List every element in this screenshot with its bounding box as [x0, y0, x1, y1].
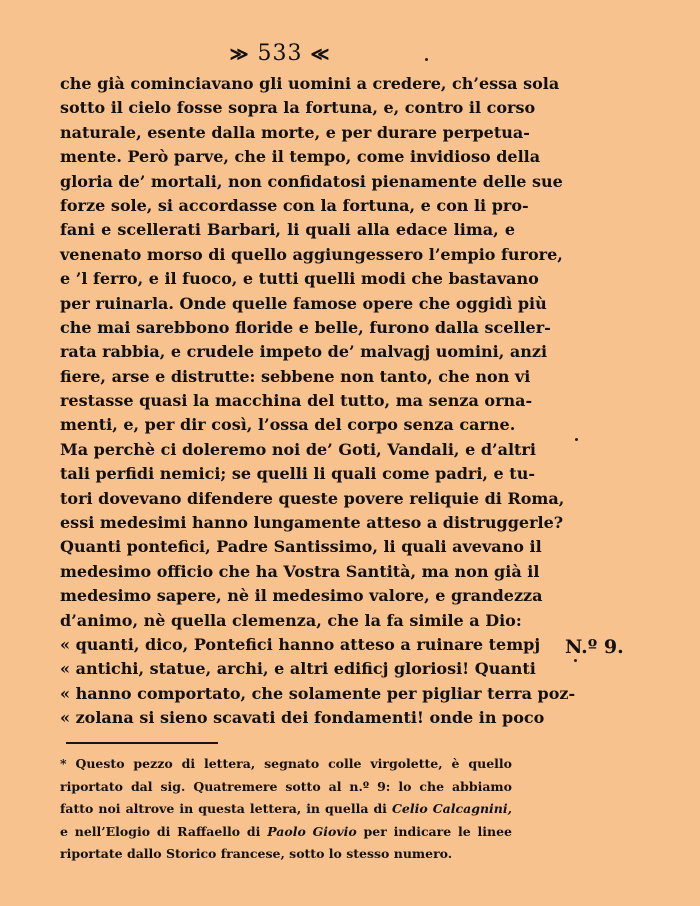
footnote-line: * Questo pezzo di lettera, segnato colle virgolette, è quello — [60, 756, 512, 771]
body-line: gloria de’ mortali, non confidatosi pienamente delle sue — [60, 171, 563, 191]
body-line: essi medesimi hanno lungamente atteso a distruggerle? — [60, 513, 564, 533]
body-line: naturale, esente dalla morte, e per durare perpetua- — [60, 122, 530, 142]
body-line: « zolana si sieno scavati dei fondamenti! onde in poco — [60, 708, 545, 728]
footnote — [60, 753, 512, 866]
footnote-text: e nell’Elogio di Raffaello di — [60, 823, 268, 839]
body-line: che già cominciavano gli uomini a credere, ch’essa sola — [60, 74, 560, 93]
body-line: per ruinarla. Onde quelle famose opere che oggidì più — [60, 293, 547, 313]
margin-note: N.º 9. — [565, 636, 624, 658]
body-line: e ’l ferro, e il fuoco, e tutti quelli modi che bastavano — [60, 269, 539, 289]
body-line: sotto il cielo fosse sopra la fortuna, e, contro il corso — [60, 98, 536, 118]
body-line: « quanti, dico, Pontefici hanno atteso a ruinare tempj — [60, 634, 541, 654]
margin-mark — [574, 659, 577, 662]
body-line: forze sole, si accordasse con la fortuna, e con li pro- — [60, 195, 529, 215]
footnote-italic-name: Paolo Giovio — [267, 823, 357, 839]
body-line: Ma perchè ci doleremo noi de’ Goti, Vandali, e d’altri — [60, 439, 536, 459]
footnote-line: riportate dallo Storico francese, sotto lo stesso numero. — [60, 846, 453, 861]
footnote-rule — [66, 742, 218, 744]
body-line: venenato morso di quello aggiungessero l’empio furore, — [60, 244, 563, 264]
body-line: « hanno comportato, che solamente per pigliar terra poz- — [60, 683, 576, 703]
page-number-value: 533 — [257, 41, 303, 66]
body-line: tali perfidi nemici; se quelli li quali come padri, e tu- — [60, 464, 535, 484]
margin-mark — [575, 438, 578, 441]
footnote-line — [60, 798, 512, 821]
body-line: fani e scellerati Barbari, li quali alla edace lima, e — [60, 220, 515, 240]
body-text — [60, 72, 576, 731]
body-line: che mai sarebbono floride e belle, furono dalla sceller- — [60, 317, 551, 337]
body-line: medesimo sapere, nè il medesimo valore, e grandezza — [60, 586, 543, 606]
footnote-line — [60, 821, 512, 844]
footnote-text: per indicare le linee — [356, 823, 512, 839]
right-ornament: ≪ — [310, 44, 331, 65]
body-line: tori dovevano difendere queste povere reliquie di Roma, — [60, 488, 565, 508]
margin-mark — [425, 58, 428, 61]
body-line: medesimo officio che ha Vostra Santità, ma non già il — [60, 561, 540, 581]
body-line: fiere, arse e distrutte: sebbene non tanto, che non vi — [60, 366, 531, 386]
body-line: mente. Però parve, che il tempo, come invidioso della — [60, 147, 541, 167]
body-line: « antichi, statue, archi, e altri edificj gloriosi! Quanti — [60, 659, 536, 679]
body-line: menti, e, per dir così, l’ossa del corpo senza carne. — [60, 415, 516, 435]
footnote-text: fatto noi altrove in questa lettera, in quella di — [60, 801, 392, 816]
body-line: rata rabbia, e crudele impeto de’ malvagj uomini, anzi — [60, 342, 548, 362]
left-ornament: ≫ — [229, 44, 250, 65]
body-line: Quanti pontefici, Padre Santissimo, li quali avevano il — [60, 537, 542, 557]
footnote-line: riportato dal sig. Quatremere sotto al n.º 9: lo che abbiamo — [60, 778, 512, 794]
body-line: restasse quasi la macchina del tutto, ma senza orna- — [60, 391, 533, 411]
page-number — [0, 41, 560, 66]
footnote-italic-name: Celio Calcagnini, — [391, 801, 512, 816]
body-line: d’animo, nè quella clemenza, che la fa simile a Dio: — [60, 610, 522, 630]
